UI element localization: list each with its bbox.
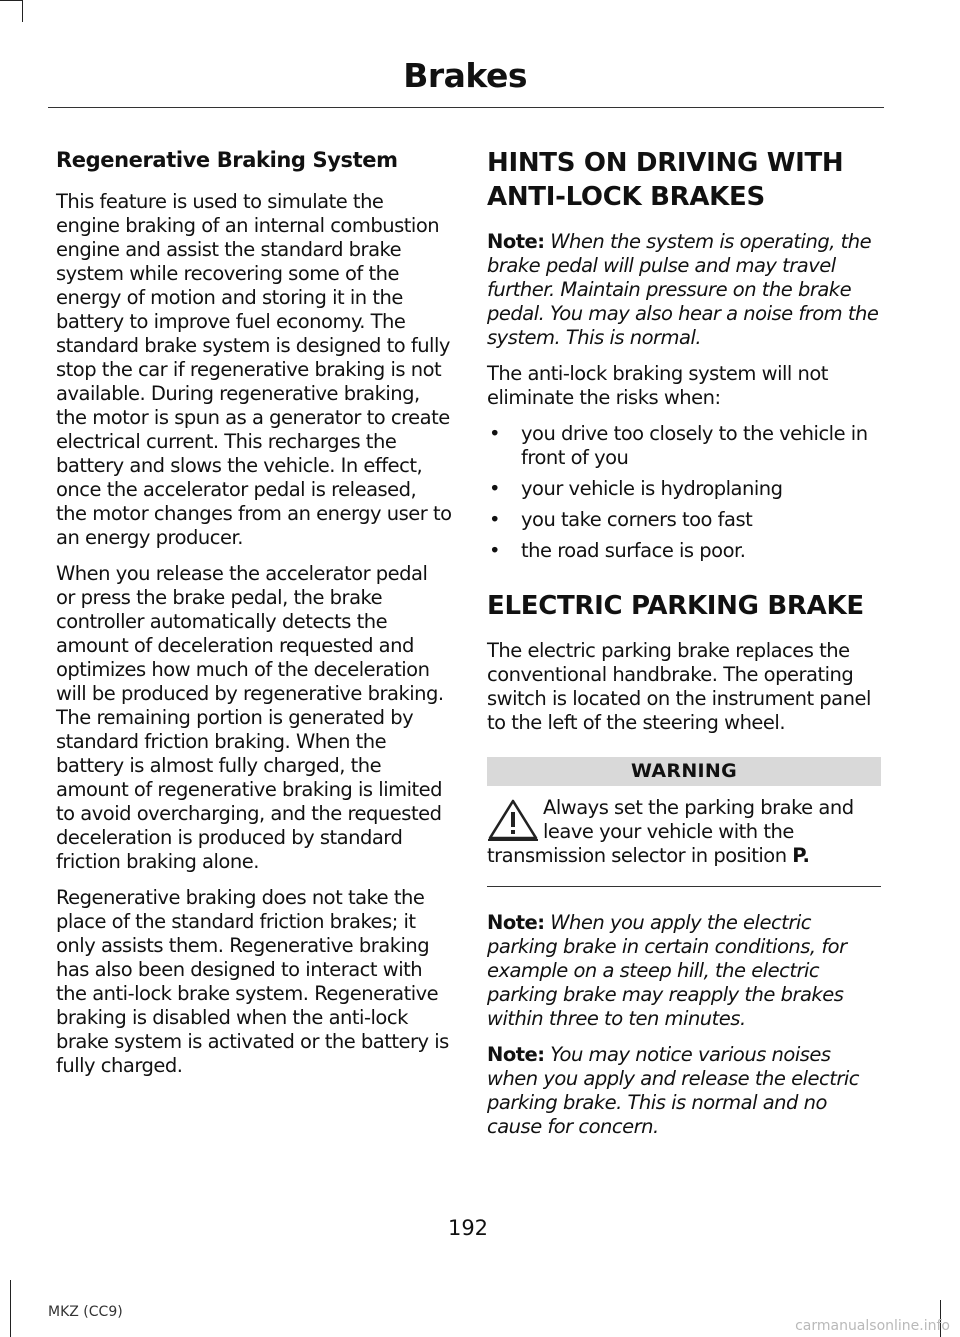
regen-paragraph-2: When you release the accelerator pedal or press the brake pedal, the brake controller automatically detects the amount of deceleration requested and optimizes how much of the deceleration will be produced by regenerative braking. The remaining portion is generated by standard friction braking. When the battery is almost fully charged, the amount of regenerative braking is limited to avoid overcharging, and the requested deceleration is produced by standard friction braking alone.: [56, 562, 444, 873]
left-column: [56, 146, 452, 1090]
crop-mark: [22, 0, 23, 22]
bullet-glyph: •: [489, 508, 501, 531]
header-divider: [48, 107, 884, 108]
warning-box: [487, 796, 881, 887]
model-code: MKZ (CC9): [48, 1304, 123, 1320]
list-item-text: you take corners too fast: [521, 508, 753, 531]
list-item: [487, 422, 881, 470]
warning-position: P.: [792, 844, 810, 867]
warning-text: Always set the parking brake and leave your vehicle with the transmission selector in position: [487, 796, 854, 867]
list-item: [487, 477, 881, 501]
note-label: Note:: [487, 1043, 545, 1066]
note-text: When you apply the electric parking brake in certain conditions, for example on a steep hill, the electric parking brake may reapply the brakes within three to ten minutes.: [487, 911, 847, 1030]
electric-parking-brake-heading: ELECTRIC PARKING BRAKE: [487, 591, 864, 621]
list-item-text: you drive too closely to the vehicle in front of you: [521, 422, 868, 469]
note-text: You may notice various noises when you apply and release the electric parking brake. This is normal and no cause for concern.: [487, 1043, 860, 1138]
warning-label: WARNING: [487, 757, 881, 786]
bullet-glyph: •: [489, 422, 501, 445]
watermark: carmanualsonline.info: [795, 1318, 950, 1334]
page-header-title: Brakes: [403, 56, 527, 95]
abs-intro: The anti-lock braking system will not eliminate the risks when:: [487, 362, 828, 409]
right-column: [487, 146, 881, 1151]
abs-note: [487, 230, 881, 350]
note-label: Note:: [487, 911, 545, 934]
epb-note-2: [487, 1043, 881, 1139]
list-item: [487, 508, 881, 532]
warning-triangle-icon: [487, 798, 539, 842]
abs-hints-heading: HINTS ON DRIVING WITH ANTI-LOCK BRAKES: [487, 148, 844, 212]
bullet-glyph: •: [489, 477, 501, 500]
crop-mark: [10, 1280, 11, 1337]
regen-paragraph-3: Regenerative braking does not take the place of the standard friction brakes; it only assists them. Regenerative braking has also been designed to interact with the anti-lock brake system. Regenerative braking is disabled when the anti-lock brake system is activated or the battery is fully charged.: [56, 886, 449, 1077]
page-number: 192: [447, 1216, 489, 1240]
bullet-glyph: •: [489, 539, 501, 562]
epb-intro: The electric parking brake replaces the conventional handbrake. The operating switch is located on the instrument panel to the left of the steering wheel.: [487, 639, 871, 734]
note-label: Note:: [487, 230, 545, 253]
regen-paragraph-1: This feature is used to simulate the engine braking of an internal combustion engine and assist the standard brake system while recovering some of the energy of motion and storing it in the battery to improve fuel economy. The standard brake system is designed to fully stop the car if regenerative braking is not available. During regenerative braking, the motor is spun as a generator to create electrical current. This recharges the battery and slows the vehicle. In effect, once the accelerator pedal is released, the motor changes from an energy user to an energy producer.: [56, 190, 452, 549]
list-item: [487, 539, 881, 563]
epb-note-1: [487, 911, 881, 1031]
abs-risk-list: [487, 422, 881, 563]
note-text: When the system is operating, the brake pedal will pulse and may travel further. Maintain pressure on the brake pedal. You may also hear a noise from the system. This is normal.: [487, 230, 879, 349]
regenerative-braking-heading: Regenerative Braking System: [56, 148, 398, 172]
list-item-text: your vehicle is hydroplaning: [521, 477, 783, 500]
crop-mark: [0, 0, 22, 1]
list-item-text: the road surface is poor.: [521, 539, 746, 562]
